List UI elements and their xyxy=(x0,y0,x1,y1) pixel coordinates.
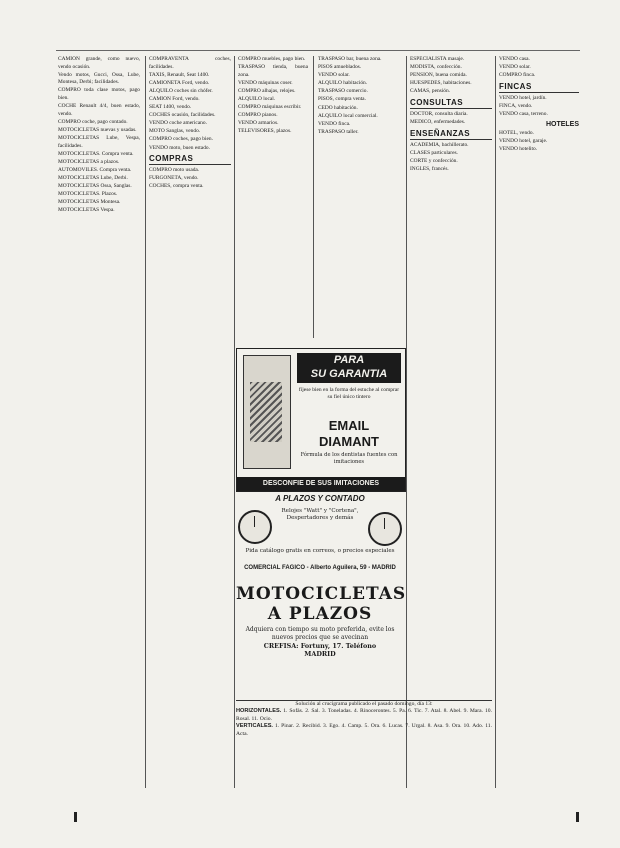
column-divider xyxy=(234,56,235,788)
classified-entry: TRASPASO taller. xyxy=(318,128,359,135)
classified-entry: COMPRAVENTA coches, facilidades. xyxy=(149,56,231,70)
classified-entry: CAMION grande, como nuevo, vendo ocasión. xyxy=(58,56,140,70)
verticales-answers: 1. Pinar. 2. Recibid. 3. Ego. 4. Camp. 5. Ora. 6. Lucas. 7. Urgal. 8. Asa. 9. Ora. 10. Ado. 11. Acta. xyxy=(236,723,493,737)
classified-entry: DOCTOR, consulta diaria. xyxy=(410,110,468,117)
classified-entry: MOTOCICLETAS nuevas y usadas. xyxy=(58,126,137,133)
watch-advertisement xyxy=(236,494,404,584)
classified-entry: VENDO casa. xyxy=(499,56,530,62)
classified-entry: COMPRO moto usada. xyxy=(149,167,200,174)
ad-headline-line1: MOTOCICLETAS xyxy=(236,584,407,604)
section-heading-compras: COMPRAS xyxy=(149,154,231,165)
motorcycle-advertisement xyxy=(236,584,407,694)
ad-headline-line2: A PLAZOS xyxy=(267,604,373,624)
classified-entry: CLASES particulares. xyxy=(410,149,458,156)
ad-body-text: Adquiera con tiempo su moto preferida, evite los nuevos precios que se avecinan xyxy=(245,626,395,641)
classified-entry: MOTOCICLETAS. Plazos. xyxy=(58,191,118,198)
classified-entry: COMPRO finca. xyxy=(499,72,536,79)
classified-entry: MOTO Sanglas, vendo. xyxy=(149,128,201,135)
classified-entry: FURGONETA, vendo. xyxy=(149,175,199,182)
column-4 xyxy=(318,56,402,338)
classified-entry: MODISTA, confección. xyxy=(410,64,462,71)
ad-headline xyxy=(297,353,401,383)
horizontales-label: HORIZONTALES. xyxy=(236,708,282,715)
classified-entry: PISOS, compra venta. xyxy=(318,96,366,103)
classified-entry: CORTE y confección. xyxy=(410,157,458,164)
classified-entry: COCHES, compra venta. xyxy=(149,183,204,190)
classified-entry: VENDO hotel, jardín. xyxy=(499,94,547,101)
column-6 xyxy=(499,56,579,788)
registration-mark xyxy=(576,812,579,822)
classified-entry: MOTOCICLETAS Montesa. xyxy=(58,199,121,206)
registration-mark xyxy=(74,812,77,822)
verticales-label: VERTICALES. xyxy=(236,723,273,730)
classified-entry: VENDO hotel, garaje. xyxy=(499,138,548,145)
classified-entry: HOTEL, vendo. xyxy=(499,130,534,137)
ad-company-address: COMERCIAL FAGICO - Alberto Aguilera, 59 - MADRID xyxy=(244,565,396,571)
column-divider xyxy=(406,56,407,788)
classified-entry: VENDO máquinas coser. xyxy=(238,79,293,86)
classified-entry: ACADEMIA, bachillerato. xyxy=(410,141,469,148)
classified-entry: CAMION Ford, vendo. xyxy=(149,95,200,102)
print-registration-marks xyxy=(0,812,620,842)
classified-entry: COMPRO pianos. xyxy=(238,112,278,119)
classified-entry: VENDO solar. xyxy=(318,72,350,79)
classified-entry: COCHE Renault 4/4, buen estado, vendo. xyxy=(58,103,140,117)
ad-body-text: fíjese bien en la forma del estuche al comprar su fiel único tintero xyxy=(298,387,400,400)
ad-headline-line1: PARA xyxy=(333,354,365,366)
classified-entry: PENSION, buena comida. xyxy=(410,72,467,79)
classified-entry: AUTOMOVILES. Compra venta. xyxy=(58,166,132,173)
classified-entry: MOTOCICLETAS a plazos. xyxy=(58,158,120,165)
verticales-block xyxy=(236,723,492,738)
column-1 xyxy=(58,56,140,788)
classified-entry: MOTOCICLETAS Lube, Derbi. xyxy=(58,174,128,181)
wristwatch-icon xyxy=(238,510,272,544)
column-3 xyxy=(238,56,308,338)
classified-entry: COCHES ocasión, facilidades. xyxy=(149,112,216,119)
ad-fine-print: Pida catálogo gratis en correos, o precios especiales xyxy=(245,548,395,554)
ad-headline: A PLAZOS Y CONTADO xyxy=(275,494,365,503)
classified-entry: VENDO casa, terreno. xyxy=(499,110,548,117)
classified-entry: TRASPASO bar, buena zona. xyxy=(318,56,382,62)
classified-entry: CAMAS, pensión. xyxy=(410,88,450,95)
classified-entry: CAMIONETA Ford, vendo. xyxy=(149,79,210,86)
section-heading-fincas: FINCAS xyxy=(499,82,579,93)
classified-entry: ALQUILO local. xyxy=(238,95,276,102)
column-divider xyxy=(495,56,496,788)
classified-entry: COMPRO muebles, pago bien. xyxy=(238,56,306,62)
classified-entry: VENDO moto, buen estado. xyxy=(149,144,210,151)
brand-name-line2: DIAMANT xyxy=(319,434,379,449)
classified-entry: MOTOCICLETAS Ossa, Sanglas. xyxy=(58,183,132,189)
crossword-solution xyxy=(236,700,492,783)
header-rule xyxy=(56,50,580,51)
classified-entry: CEDO habitación. xyxy=(318,104,358,111)
product-bottle-illustration xyxy=(243,355,291,469)
ad-fine-print: Fórmula de los dentistas fuentes con imitaciones xyxy=(300,452,398,465)
column-5 xyxy=(410,56,492,718)
classified-entry: MOTOCICLETAS Vespa. xyxy=(58,207,115,214)
classified-entry: COMPRO alhajas, relojes. xyxy=(238,87,296,94)
section-heading-hoteles: HOTELES xyxy=(545,120,579,128)
classified-entry: VENDO finca. xyxy=(318,120,351,127)
ad-body-text: Relojes "Watt" y "Cortena", Despertadores y demás xyxy=(281,508,359,522)
solution-heading: Solución al crucigrama publicado el pasado domingo, día 13: xyxy=(295,701,433,707)
classified-entry: FINCA, vendo. xyxy=(499,102,533,109)
column-divider xyxy=(145,56,146,788)
classified-entry: VENDO armarios. xyxy=(238,120,279,127)
classified-entry: INGLES, francés. xyxy=(410,165,449,172)
classified-entry: ALQUILO coches sin chófer. xyxy=(149,87,213,94)
email-diamant-advertisement xyxy=(236,348,406,492)
classified-entry: TAXIS, Renault, Seat 1400. xyxy=(149,71,210,78)
ad-address: CREFISA: Fortuny, 17. Teléfono xyxy=(263,642,377,650)
classified-entry: TRASPASO tienda, buena zona. xyxy=(238,64,308,78)
classified-entry: TELEVISORES, plazos. xyxy=(238,128,292,135)
classified-entry: MEDICO, enfermedades. xyxy=(410,119,466,126)
classified-entry: VENDO solar. xyxy=(499,64,531,71)
classified-entry: Vendo motos, Gucci, Ossa, Lube, Montesa, Derbi; facilidades. xyxy=(58,71,140,86)
classified-entry: ESPECIALISTA masaje. xyxy=(410,56,465,62)
classified-entry: COMPRO toda clase motos, pago bien. xyxy=(58,87,140,101)
classified-entry: COMPRO coche, pago contado. xyxy=(58,118,128,125)
bottle-label-pattern xyxy=(250,382,282,442)
column-2 xyxy=(149,56,231,788)
classified-entry: MOTOCICLETAS. Compra venta. xyxy=(58,150,134,157)
section-heading-consultas: CONSULTAS xyxy=(410,98,492,109)
classified-entry: VENDO coche americano. xyxy=(149,120,207,127)
ad-city: MADRID xyxy=(304,650,336,658)
horizontales-block xyxy=(236,708,492,723)
classified-entry: COMPRO máquinas escribir. xyxy=(238,104,302,111)
column-divider xyxy=(313,56,314,338)
horizontales-answers: 1. Sofás. 2. Sal. 3. Toneladas. 4. Rinocerontes. 5. Pa. 6. Tic. 7. Atal. 8. Abel. 9. Mara. 10. Rosal. 11. Ocio. xyxy=(236,708,492,722)
brand-name-line1: EMAIL xyxy=(328,418,370,433)
classified-entry: ALQUILO local comercial. xyxy=(318,112,378,119)
alarm-clock-icon xyxy=(368,512,402,546)
ad-footer-banner: DESCONFIE DE SUS IMITACIONES xyxy=(237,477,405,491)
classified-entry: COMPRO coches, pago bien. xyxy=(149,136,213,143)
classified-entry: SEAT 1400, vendo. xyxy=(149,104,192,111)
classified-entry: TRASPASO comercio. xyxy=(318,88,368,95)
ad-headline-line2: SU GARANTIA xyxy=(310,368,388,380)
classified-entry: PISOS amueblados. xyxy=(318,64,362,71)
section-heading-ensenanzas: ENSEÑANZAS xyxy=(410,129,492,140)
classified-entry: ALQUILO habitación. xyxy=(318,80,368,87)
classified-entry: VENDO hotelito. xyxy=(499,146,538,153)
classified-entry: MOTOCICLETAS Lube, Vespa, facilidades. xyxy=(58,134,140,149)
classified-entry: HUESPEDES, habitaciones. xyxy=(410,80,472,87)
